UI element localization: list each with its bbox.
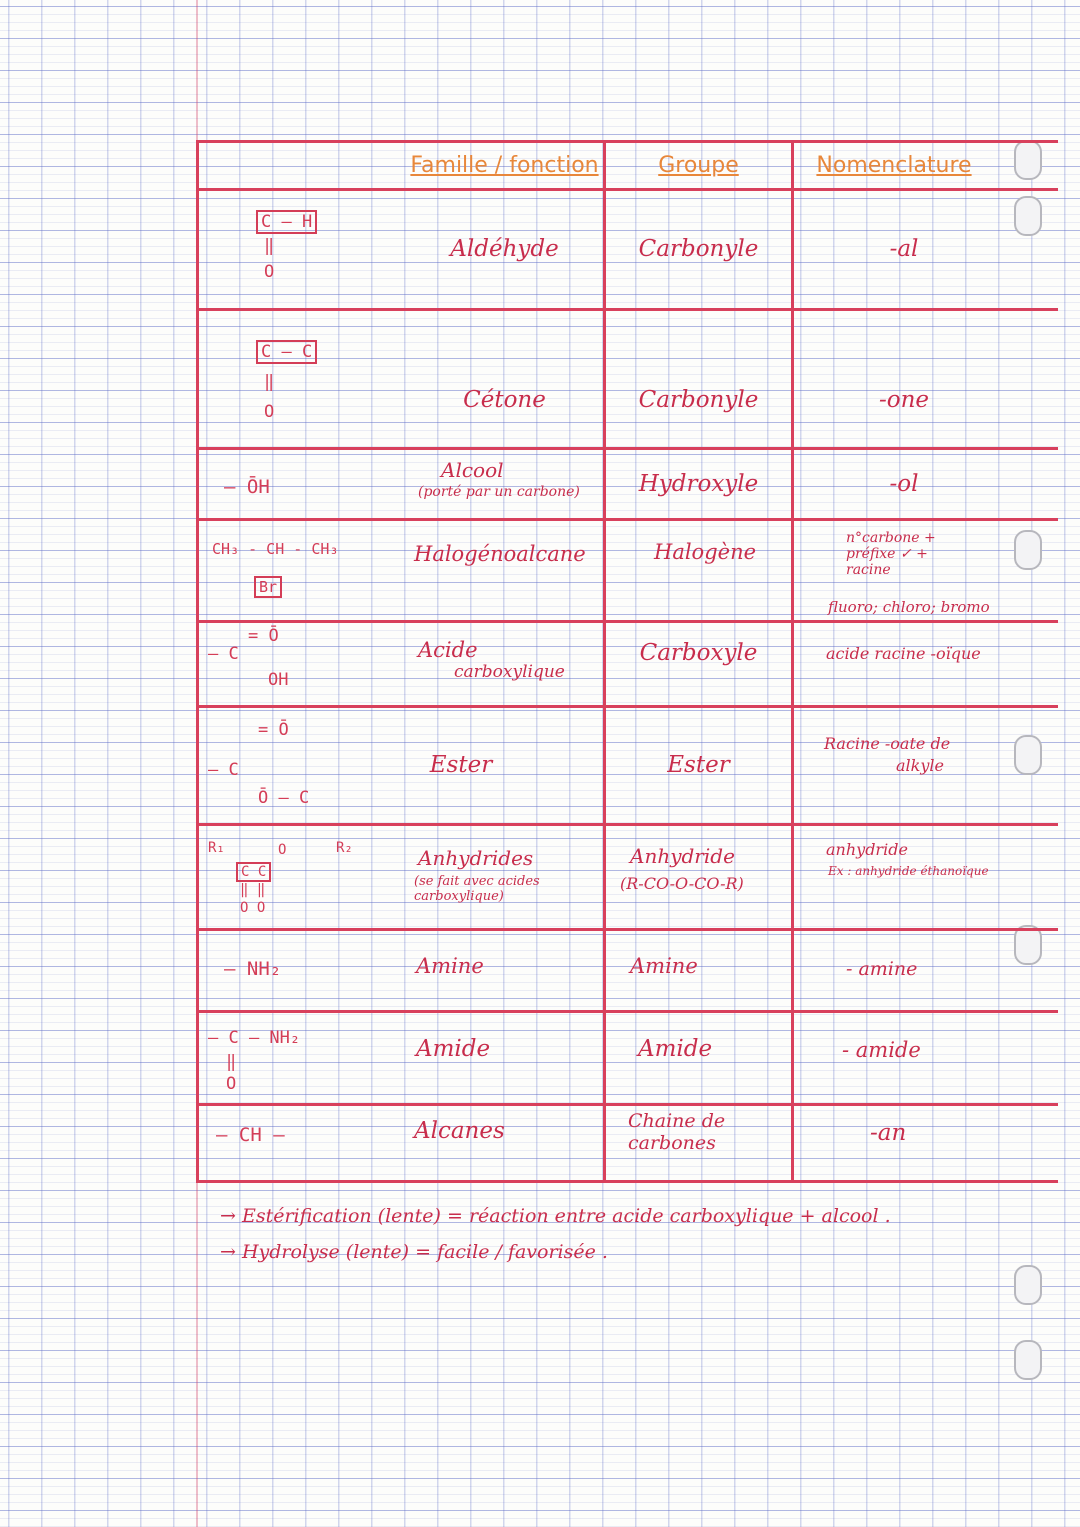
famille-cell: Amide <box>416 1036 491 1062</box>
nomenclature-cell: - amine <box>846 958 918 980</box>
binder-hole <box>1014 1265 1042 1305</box>
groupe-cell: Amine <box>630 954 698 978</box>
notes <box>220 1198 891 1270</box>
famille-cell: Ester <box>429 752 493 779</box>
structure-oxygen: O <box>264 402 275 422</box>
structure-double-bond: ‖ <box>226 1052 237 1072</box>
structure-oxygens: O O <box>240 900 266 916</box>
note-hydrolyse: → Hydrolyse (lente) = facile / favorisée . <box>220 1241 608 1263</box>
famille-cell: Cétone <box>463 386 546 413</box>
groupe-cell: Carboxyle <box>639 639 758 666</box>
famille-cell: Halogénoalcane <box>414 542 586 566</box>
famille-cell: Aldéhyde <box>450 236 559 263</box>
famille-cell: Amine <box>416 954 484 978</box>
structure-oxygen: O <box>226 1074 237 1094</box>
nomenclature-cell: acide racine -oïque <box>826 644 981 663</box>
structure-r2: R₂ <box>336 840 353 856</box>
nomenclature-example: Ex : anhydride éthanoïque <box>828 864 989 878</box>
groupe-cell: Amide <box>638 1036 713 1062</box>
structure-carbons: C C <box>236 862 271 882</box>
nomenclature-cell: -one <box>878 386 930 413</box>
header-famille: Famille / fonction <box>410 153 599 179</box>
groupe-cell: Halogène <box>654 540 757 564</box>
famille-cell: Acide <box>418 638 478 662</box>
structure-oxygen: = Ō <box>258 720 289 740</box>
groupe-cell: Chaine de carbones <box>628 1110 726 1154</box>
nomenclature-cell: -al <box>889 236 919 263</box>
structure-carbon: C — C <box>256 340 317 364</box>
structure-double-bonds: ‖ ‖ <box>240 882 266 898</box>
row-divider <box>196 1103 1058 1106</box>
nomenclature-note: alkyle <box>896 756 944 775</box>
structure-oxygen: = Ō <box>248 626 279 646</box>
groupe-cell: Carbonyle <box>638 386 759 413</box>
row-divider <box>196 823 1058 826</box>
nomenclature-cell: -an <box>870 1120 907 1146</box>
groupe-formula: (R-CO-O-CO-R) <box>620 874 744 893</box>
structure-chain: CH₃ - CH - CH₃ <box>212 540 339 558</box>
nomenclature-cell: anhydride <box>826 840 908 859</box>
binder-hole <box>1014 1340 1042 1380</box>
famille-note: (se fait avec acides carboxylique) <box>414 874 540 904</box>
structure-carbon: C — H <box>256 210 317 234</box>
nomenclature-cell: Racine -oate de <box>824 734 951 753</box>
structure-amine: — NH₂ <box>224 958 282 980</box>
structure-hydroxyl: OH <box>268 670 289 690</box>
chemistry-functions-table <box>196 140 1058 1183</box>
famille-cell: Alcanes <box>414 1118 505 1144</box>
structure-hydroxyl: — ŌH <box>224 476 270 498</box>
structure-amide: — C — NH₂ <box>208 1028 301 1048</box>
header-groupe: Groupe <box>658 153 739 179</box>
structure-double-bond: ‖ <box>264 236 275 256</box>
groupe-cell: Anhydride <box>630 844 735 868</box>
nomenclature-cell: -ol <box>889 470 919 497</box>
row-divider <box>196 1010 1058 1013</box>
row-divider <box>196 308 1058 311</box>
structure-double-bond: ‖ <box>264 372 275 392</box>
nomenclature-prefixes: fluoro; chloro; bromo <box>828 598 990 616</box>
note-esterification: → Estérification (lente) = réaction entre acide carboxylique + alcool . <box>220 1205 891 1227</box>
row-divider <box>196 928 1058 931</box>
structure-ester-link: Ō — C <box>258 788 310 808</box>
groupe-cell: Ester <box>667 752 730 779</box>
structure-bromine: Br <box>254 576 282 598</box>
famille-note: (porté par un carbone) <box>418 484 580 500</box>
famille-cell: Anhydrides <box>418 846 534 870</box>
row-divider <box>196 518 1058 521</box>
table-border <box>196 140 199 1183</box>
structure-r1: R₁ <box>208 840 225 856</box>
structure-carbon: — C <box>208 760 239 780</box>
structure-oxygen: O <box>264 262 275 282</box>
row-divider <box>196 140 1058 143</box>
famille-note: carboxylique <box>454 662 565 682</box>
row-divider <box>196 1180 1058 1183</box>
structure-carbon: — C <box>208 644 239 664</box>
groupe-cell: Carbonyle <box>638 236 759 263</box>
famille-cell: Alcool <box>441 458 504 482</box>
nomenclature-cell: n°carbone + préfixe ✓ + racine <box>846 530 936 578</box>
structure-bridge-oxygen: O <box>278 842 287 858</box>
groupe-cell: Hydroxyle <box>638 470 759 497</box>
header-nomenclature: Nomenclature <box>816 153 972 179</box>
nomenclature-cell: - amide <box>842 1038 921 1062</box>
structure-alkane: — CH — <box>216 1124 285 1146</box>
